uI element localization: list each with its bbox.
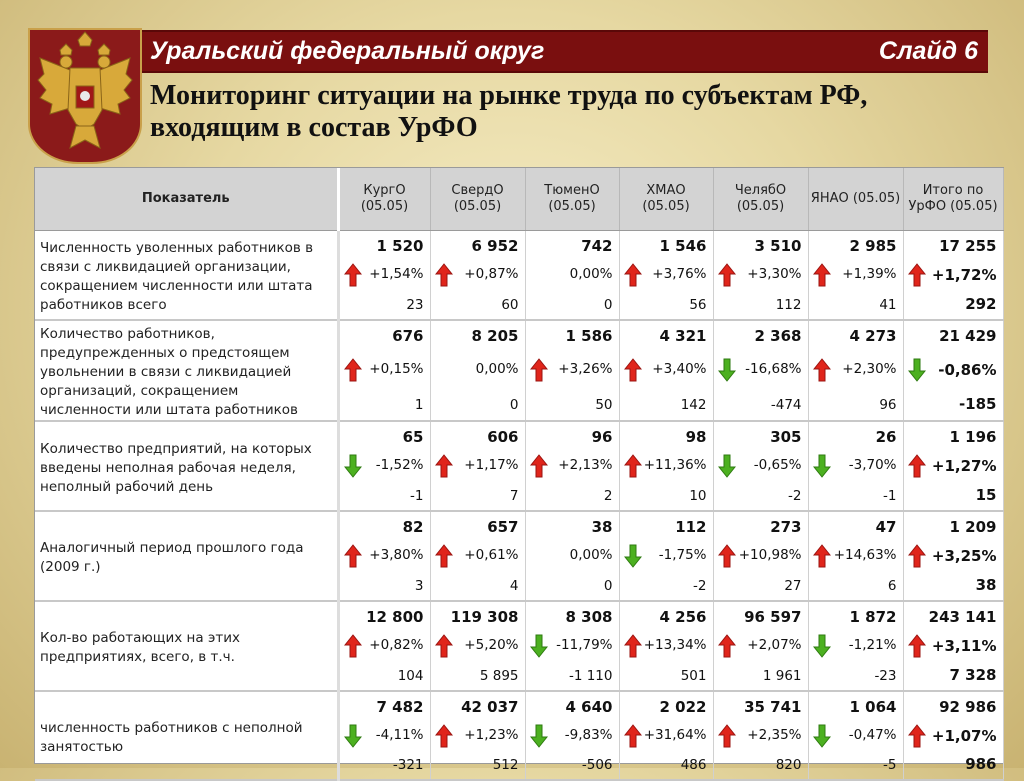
arrow-up-icon — [435, 634, 453, 658]
change-absolute: 486 — [680, 757, 707, 773]
data-cell — [338, 511, 430, 601]
value: 1 872 — [849, 608, 897, 626]
change-percent: +2,35% — [747, 727, 802, 743]
arrow-up-icon — [908, 724, 926, 748]
data-cell — [430, 601, 525, 691]
data-cell — [903, 601, 1003, 691]
arrow-up-icon — [908, 263, 926, 287]
change-percent: +31,64% — [643, 727, 707, 743]
change-absolute: 10 — [689, 488, 707, 504]
data-cell — [619, 231, 713, 321]
arrow-up-icon — [718, 724, 736, 748]
arrow-up-icon — [908, 544, 926, 568]
change-absolute: 38 — [975, 576, 997, 594]
change-percent: 0,00% — [569, 547, 613, 563]
value: 1 209 — [949, 518, 997, 536]
data-cell — [430, 231, 525, 321]
arrow-up-icon — [908, 454, 926, 478]
change-absolute: 2 — [603, 488, 613, 504]
row-label: численность работников с неполной занятостью — [35, 691, 338, 780]
change-absolute: 512 — [492, 757, 519, 773]
change-percent: +3,25% — [931, 547, 997, 565]
value: 17 255 — [939, 237, 997, 255]
value: 26 — [875, 428, 897, 446]
table-row — [35, 421, 1003, 511]
change-absolute: -2 — [693, 578, 707, 594]
value: 8 308 — [565, 608, 613, 626]
value: 1 586 — [565, 327, 613, 345]
value: 92 986 — [939, 698, 997, 716]
change-absolute: 1 961 — [762, 668, 802, 684]
value: 21 429 — [939, 327, 997, 345]
data-cell — [903, 511, 1003, 601]
row-label: Численность уволенных работников в связи с ликвидацией организации, сокращением численности или штата работников всего — [35, 231, 338, 321]
arrow-down-icon — [344, 454, 362, 478]
data-cell — [338, 421, 430, 511]
change-absolute: 60 — [501, 297, 519, 313]
arrow-down-icon — [813, 724, 831, 748]
change-absolute: -1 — [883, 488, 897, 504]
data-cell — [525, 231, 619, 321]
value: 4 273 — [849, 327, 897, 345]
data-cell — [619, 320, 713, 421]
arrow-up-icon — [344, 544, 362, 568]
arrow-up-icon — [813, 263, 831, 287]
change-percent: -1,52% — [375, 457, 424, 473]
change-percent: +13,34% — [643, 637, 707, 653]
change-absolute: 23 — [406, 297, 424, 313]
change-absolute: -1 — [410, 488, 424, 504]
data-cell — [525, 320, 619, 421]
change-percent: +1,72% — [931, 266, 997, 284]
change-percent: -1,21% — [848, 637, 897, 653]
change-absolute: 104 — [397, 668, 424, 684]
change-percent: +2,07% — [747, 637, 802, 653]
data-cell — [903, 421, 1003, 511]
column-header: Показатель — [35, 168, 338, 231]
value: 8 205 — [471, 327, 519, 345]
arrow-down-icon — [530, 634, 548, 658]
arrow-up-icon — [344, 358, 362, 382]
change-percent: +0,82% — [369, 637, 424, 653]
column-header: ТюменО (05.05) — [525, 168, 619, 231]
data-cell — [338, 320, 430, 421]
data-cell — [808, 691, 903, 780]
change-percent: -0,65% — [753, 457, 802, 473]
data-cell — [430, 421, 525, 511]
data-cell — [430, 691, 525, 780]
arrow-up-icon — [624, 724, 642, 748]
data-cell — [619, 511, 713, 601]
region-title: Уральский федеральный округ — [150, 37, 545, 65]
slide-subtitle: Мониторинг ситуации на рынке труда по субъектам РФ, входящим в состав УрФО — [150, 80, 868, 143]
value: 3 510 — [754, 237, 802, 255]
column-header: Итого по УрФО (05.05) — [903, 168, 1003, 231]
change-absolute: 0 — [509, 397, 519, 413]
data-cell — [525, 601, 619, 691]
data-cell — [903, 231, 1003, 321]
change-absolute: 820 — [775, 757, 802, 773]
change-absolute: 6 — [887, 578, 897, 594]
data-cell — [525, 691, 619, 780]
change-absolute: 56 — [689, 297, 707, 313]
change-absolute: -2 — [788, 488, 802, 504]
value: 2 368 — [754, 327, 802, 345]
data-cell — [713, 691, 808, 780]
data-cell — [338, 231, 430, 321]
arrow-up-icon — [435, 724, 453, 748]
value: 96 — [591, 428, 613, 446]
change-percent: +2,13% — [558, 457, 613, 473]
change-percent: -4,11% — [375, 727, 424, 743]
change-percent: +1,23% — [464, 727, 519, 743]
double-headed-eagle-icon — [30, 30, 140, 162]
value: 1 196 — [949, 428, 997, 446]
change-percent: +3,11% — [931, 637, 997, 655]
change-absolute: -185 — [958, 395, 997, 413]
arrow-up-icon — [624, 454, 642, 478]
change-percent: +3,80% — [369, 547, 424, 563]
value: 82 — [402, 518, 424, 536]
arrow-up-icon — [435, 544, 453, 568]
change-percent: +3,26% — [558, 361, 613, 377]
value: 35 741 — [744, 698, 802, 716]
data-cell — [808, 511, 903, 601]
change-absolute: 7 — [509, 488, 519, 504]
change-percent: +2,30% — [842, 361, 897, 377]
change-absolute: -474 — [770, 397, 802, 413]
data-cell — [338, 601, 430, 691]
value: 657 — [487, 518, 519, 536]
value: 1 546 — [659, 237, 707, 255]
value: 4 640 — [565, 698, 613, 716]
value: 65 — [402, 428, 424, 446]
value: 47 — [875, 518, 897, 536]
value: 7 482 — [376, 698, 424, 716]
title-bar — [142, 30, 988, 73]
change-absolute: -321 — [392, 757, 424, 773]
value: 273 — [770, 518, 802, 536]
table-row — [35, 691, 1003, 780]
arrow-down-icon — [813, 454, 831, 478]
change-percent: -9,83% — [564, 727, 613, 743]
value: 606 — [487, 428, 519, 446]
change-percent: +1,27% — [931, 457, 997, 475]
column-header: ЯНАО (05.05) — [808, 168, 903, 231]
value: 305 — [770, 428, 802, 446]
data-cell — [808, 421, 903, 511]
arrow-up-icon — [530, 358, 548, 382]
row-label: Аналогичный период прошлого года (2009 г.) — [35, 511, 338, 601]
change-absolute: 96 — [879, 397, 897, 413]
table-row — [35, 231, 1003, 321]
value: 243 141 — [928, 608, 997, 626]
value: 96 597 — [744, 608, 802, 626]
data-cell — [430, 511, 525, 601]
arrow-down-icon — [344, 724, 362, 748]
row-label: Количество предприятий, на которых введены неполная рабочая неделя, неполный рабочий день — [35, 421, 338, 511]
value: 112 — [675, 518, 707, 536]
change-absolute: 41 — [879, 297, 897, 313]
value: 98 — [685, 428, 707, 446]
row-label: Количество работников, предупрежденных о предстоящем увольнении в связи с ликвидацией организаций, сокращением численности или штата работников — [35, 320, 338, 421]
arrow-up-icon — [344, 263, 362, 287]
arrow-up-icon — [624, 263, 642, 287]
change-absolute: 15 — [975, 486, 997, 504]
change-percent: +1,17% — [464, 457, 519, 473]
data-cell — [713, 320, 808, 421]
change-absolute: 3 — [414, 578, 424, 594]
change-percent: +1,54% — [369, 266, 424, 282]
arrow-down-icon — [718, 358, 736, 382]
data-cell — [619, 691, 713, 780]
change-absolute: 142 — [680, 397, 707, 413]
change-absolute: 0 — [603, 297, 613, 313]
value: 38 — [591, 518, 613, 536]
change-percent: +3,30% — [747, 266, 802, 282]
value: 1 064 — [849, 698, 897, 716]
change-absolute: 0 — [603, 578, 613, 594]
table-row — [35, 601, 1003, 691]
change-percent: +0,15% — [369, 361, 424, 377]
arrow-up-icon — [435, 454, 453, 478]
data-cell — [808, 231, 903, 321]
change-absolute: 986 — [965, 755, 997, 773]
value: 6 952 — [471, 237, 519, 255]
change-percent: +11,36% — [643, 457, 707, 473]
arrow-up-icon — [624, 358, 642, 382]
data-cell — [713, 231, 808, 321]
data-cell — [903, 320, 1003, 421]
change-absolute: 50 — [595, 397, 613, 413]
arrow-up-icon — [813, 544, 831, 568]
arrow-up-icon — [718, 544, 736, 568]
value: 2 985 — [849, 237, 897, 255]
arrow-up-icon — [435, 263, 453, 287]
change-percent: -1,75% — [658, 547, 707, 563]
change-percent: +3,76% — [652, 266, 707, 282]
value: 742 — [581, 237, 613, 255]
change-percent: -16,68% — [745, 361, 802, 377]
arrow-up-icon — [530, 454, 548, 478]
change-absolute: -1 110 — [568, 668, 613, 684]
arrow-down-icon — [813, 634, 831, 658]
data-cell — [808, 320, 903, 421]
change-absolute: 112 — [775, 297, 802, 313]
change-percent: +5,20% — [464, 637, 519, 653]
value: 2 022 — [659, 698, 707, 716]
change-percent: +0,87% — [464, 266, 519, 282]
value: 4 256 — [659, 608, 707, 626]
value: 4 321 — [659, 327, 707, 345]
change-percent: +14,63% — [833, 547, 897, 563]
column-header: ХМАО (05.05) — [619, 168, 713, 231]
arrow-down-icon — [718, 454, 736, 478]
column-header: ЧелябО (05.05) — [713, 168, 808, 231]
value: 676 — [392, 327, 424, 345]
value: 12 800 — [366, 608, 424, 626]
data-cell — [525, 511, 619, 601]
change-absolute: 27 — [784, 578, 802, 594]
slide-number: Слайд 6 — [878, 37, 978, 65]
data-cell — [619, 601, 713, 691]
value: 1 520 — [376, 237, 424, 255]
change-absolute: 1 — [414, 397, 424, 413]
change-percent: -3,70% — [848, 457, 897, 473]
change-absolute: 292 — [965, 295, 997, 313]
change-absolute: 7 328 — [949, 666, 997, 684]
data-cell — [713, 511, 808, 601]
data-cell — [338, 691, 430, 780]
arrow-down-icon — [908, 358, 926, 382]
data-cell — [903, 691, 1003, 780]
table-row — [35, 320, 1003, 421]
arrow-up-icon — [813, 358, 831, 382]
change-absolute: -23 — [874, 668, 897, 684]
data-cell — [619, 421, 713, 511]
column-header: КургО (05.05) — [338, 168, 430, 231]
arrow-down-icon — [624, 544, 642, 568]
arrow-up-icon — [718, 263, 736, 287]
arrow-down-icon — [530, 724, 548, 748]
arrow-up-icon — [624, 634, 642, 658]
change-percent: +3,40% — [652, 361, 707, 377]
data-cell — [713, 421, 808, 511]
change-absolute: 4 — [509, 578, 519, 594]
change-percent: 0,00% — [569, 266, 613, 282]
data-cell — [525, 421, 619, 511]
change-percent: +0,61% — [464, 547, 519, 563]
change-percent: +1,39% — [842, 266, 897, 282]
column-header: СвердО (05.05) — [430, 168, 525, 231]
change-percent: -0,47% — [848, 727, 897, 743]
change-percent: +10,98% — [738, 547, 802, 563]
value: 119 308 — [450, 608, 519, 626]
change-absolute: 5 895 — [479, 668, 519, 684]
change-percent: +1,07% — [931, 727, 997, 745]
change-absolute: -5 — [883, 757, 897, 773]
labor-market-table — [34, 167, 1004, 773]
data-cell — [430, 320, 525, 421]
arrow-up-icon — [908, 634, 926, 658]
table-row — [35, 511, 1003, 601]
change-percent: -0,86% — [938, 361, 997, 379]
data-cell — [713, 601, 808, 691]
change-percent: 0,00% — [475, 361, 519, 377]
arrow-up-icon — [344, 634, 362, 658]
change-percent: -11,79% — [556, 637, 613, 653]
data-cell — [808, 601, 903, 691]
arrow-up-icon — [718, 634, 736, 658]
coat-of-arms-emblem — [28, 28, 142, 164]
row-label: Кол-во работающих на этих предприятиях, всего, в т.ч. — [35, 601, 338, 691]
table-header-row — [35, 168, 1003, 231]
value: 42 037 — [461, 698, 519, 716]
change-absolute: 501 — [680, 668, 707, 684]
change-absolute: -506 — [581, 757, 613, 773]
